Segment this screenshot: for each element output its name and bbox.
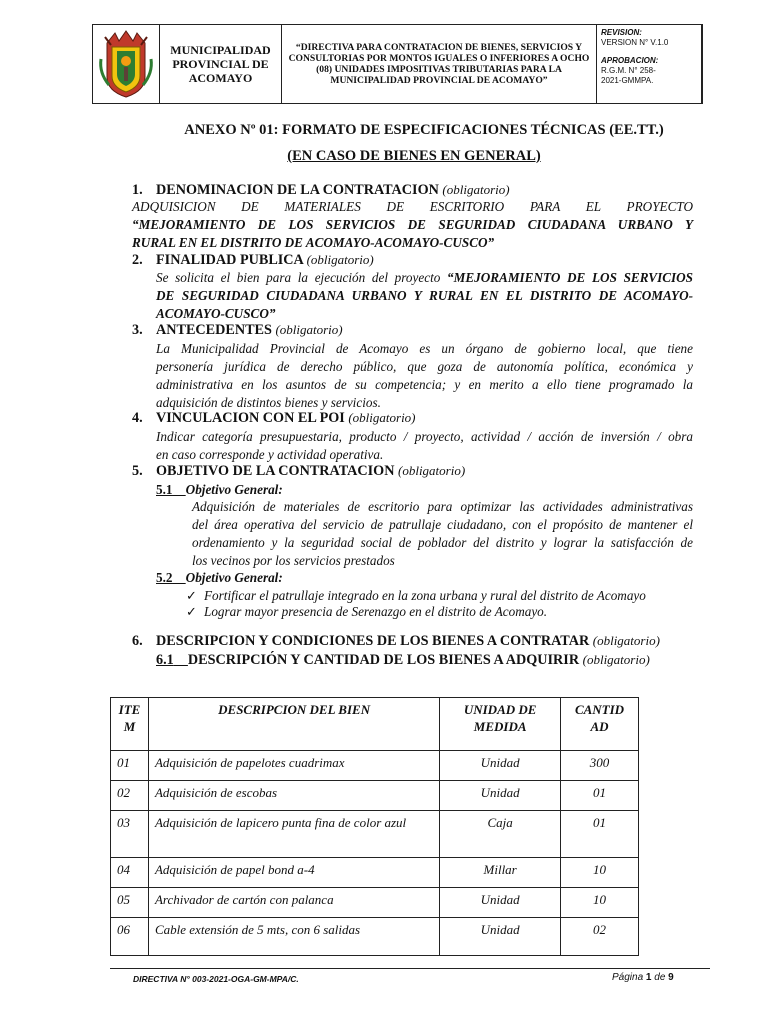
section-1-heading: 1. DENOMINACION DE LA CONTRATACION (obligatorio): [132, 182, 510, 198]
logo-cell: [93, 25, 160, 103]
revision-label: REVISION:: [601, 28, 642, 37]
footer-divider: [110, 968, 710, 969]
cell-quantity: 01: [561, 781, 639, 811]
cell-item: 03: [111, 811, 149, 858]
col-header-item: ITE M: [111, 698, 149, 751]
cell-description: Cable extensión de 5 mts, con 6 salidas: [148, 918, 439, 956]
subsection-6-1-heading: 6.1 DESCRIPCIÓN Y CANTIDAD DE LOS BIENES A ADQUIRIR (obligatorio): [156, 652, 650, 668]
goods-table: [110, 697, 639, 956]
revision-value: VERSION N° V.1.0: [601, 38, 669, 47]
cell-description: Adquisición de papel bond a-4: [148, 858, 439, 888]
col-header-quantity: CANTID AD: [561, 698, 639, 751]
annex-subtitle: (EN CASO DE BIENES EN GENERAL): [287, 148, 541, 164]
cell-unit: Caja: [440, 811, 561, 858]
table-header-row: [111, 698, 639, 751]
subsection-5-2-heading: 5.2 Objetivo General:: [156, 570, 283, 585]
section-6-heading: 6. DESCRIPCION Y CONDICIONES DE LOS BIENES A CONTRATAR (obligatorio): [132, 633, 660, 649]
cell-description: Archivador de cartón con palanca: [148, 888, 439, 918]
section-3-body: La Municipalidad Provincial de Acomayo es un órgano de gobierno local, que tiene personería jurídica de derecho público, que goza de autonomía política, económica y administrativa en los asuntos de su competencia; y en merito a ello tiene programado la adquisición de distintos bienes y servicios.: [156, 341, 693, 410]
approval-label: APROBACION:: [601, 56, 659, 65]
col-header-description: DESCRIPCION DEL BIEN: [148, 698, 439, 751]
cell-item: 06: [111, 918, 149, 956]
section-2-body: Se solicita el bien para la ejecución del proyecto “MEJORAMIENTO DE LOS SERVICIOS DE SEGURIDAD CIUDADANA URBANO Y RURAL EN EL DISTRITO DE ACOMAYO- ACOMAYO-CUSCO”: [156, 270, 693, 321]
cell-quantity: 10: [561, 888, 639, 918]
section-5-heading: 5. OBJETIVO DE LA CONTRATACION (obligatorio): [132, 463, 466, 479]
footer-directive: DIRECTIVA N° 003-2021-OGA-GM-MPA/C.: [133, 974, 299, 984]
cell-item: 01: [111, 751, 149, 781]
table-row: [111, 858, 639, 888]
page-indicator: Página 1 de 9: [612, 972, 674, 983]
document-header: [92, 24, 703, 104]
table-row: [111, 888, 639, 918]
table-row: [111, 811, 639, 858]
cell-unit: Unidad: [440, 781, 561, 811]
subsection-5-2-list: [186, 588, 706, 620]
approval-value-2: 2021-GMMPA.: [601, 76, 654, 85]
municipality-name: MUNICIPALIDAD PROVINCIAL DE ACOMAYO: [160, 25, 282, 103]
section-4-body: Indicar categoría presupuestaria, producto / proyecto, actividad / acción de inversión / obra en caso corresponde y actividad operativa.: [156, 429, 693, 462]
directive-title: “DIRECTIVA PARA CONTRATACION DE BIENES, SERVICIOS Y CONSULTORIAS POR MONTOS IGUALES O INFERIORES A OCHO (08) UNIDADES IMPOSITIVAS TRIBUTARIAS PARA LA MUNICIPALIDAD PROVINCIAL DE ACOMAYO”: [282, 25, 597, 103]
cell-item: 05: [111, 888, 149, 918]
cell-unit: Unidad: [440, 751, 561, 781]
approval-value-1: R.G.M. N° 258-: [601, 66, 656, 75]
revision-box: [597, 25, 702, 103]
section-2-heading: 2. FINALIDAD PUBLICA (obligatorio): [132, 252, 374, 268]
cell-description: Adquisición de lapicero punta fina de color azul: [148, 811, 439, 858]
cell-unit: Unidad: [440, 888, 561, 918]
table-row: [111, 781, 639, 811]
cell-quantity: 300: [561, 751, 639, 781]
checkmark-icon: ✓: [186, 604, 198, 619]
col-header-unit: UNIDAD DE MEDIDA: [440, 698, 561, 751]
cell-description: Adquisición de papelotes cuadrimax: [148, 751, 439, 781]
cell-quantity: 02: [561, 918, 639, 956]
table-row: [111, 751, 639, 781]
subsection-5-1-heading: 5.1 Objetivo General:: [156, 482, 283, 497]
table-row: [111, 918, 639, 956]
cell-item: 02: [111, 781, 149, 811]
municipal-crest-logo: [97, 29, 155, 99]
cell-quantity: 10: [561, 858, 639, 888]
list-item: ✓ Fortificar el patrullaje integrado en la zona urbana y rural del distrito de Acomayo: [186, 588, 646, 603]
annex-title: ANEXO Nº 01: FORMATO DE ESPECIFICACIONES TÉCNICAS (EE.TT.): [184, 122, 664, 138]
cell-quantity: 01: [561, 811, 639, 858]
list-item: ✓ Lograr mayor presencia de Serenazgo en el distrito de Acomayo.: [186, 604, 548, 619]
cell-item: 04: [111, 858, 149, 888]
cell-unit: Unidad: [440, 918, 561, 956]
section-4-heading: 4. VINCULACION CON EL POI (obligatorio): [132, 410, 416, 426]
checkmark-icon: ✓: [186, 588, 198, 603]
section-1-body: ADQUISICION DE MATERIALES DE ESCRITORIO PARA EL PROYECTO “MEJORAMIENTO DE LOS SERVICIOS DE SEGURIDAD CIUDADANA URBANO Y RURAL EN EL DISTRITO DE ACOMAYO-ACOMAYO-CUSCO”: [132, 199, 693, 250]
section-3-heading: 3. ANTECEDENTES (obligatorio): [132, 322, 343, 338]
cell-unit: Millar: [440, 858, 561, 888]
subsection-5-1-body: Adquisición de materiales de escritorio para optimizar las actividades administrativas del área operativa del servicio de patrullaje ciudadano, con el propósito de mantener el ordenamiento y la seguridad social de poblador del distrito y lograr la satisfacción de los vecinos por los servicios prestados: [192, 499, 693, 568]
cell-description: Adquisición de escobas: [148, 781, 439, 811]
